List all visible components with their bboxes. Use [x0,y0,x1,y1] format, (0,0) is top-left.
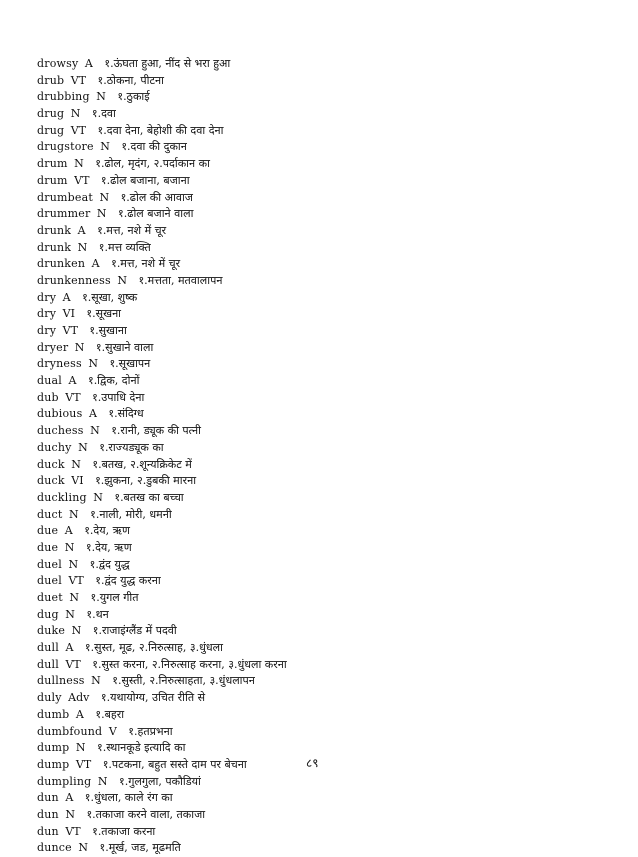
entry-headword: duck [37,474,65,488]
entry-part-of-speech: N [75,741,86,755]
entry-headword: due [37,524,59,538]
entry-meaning: १.तकाजा करने वाला, तकाजा [86,807,206,821]
entry-part-of-speech: V [108,724,117,738]
entry-meaning: १.दवा [91,107,116,121]
entry-meaning: १.स्थानकूडे इत्यादि का [97,741,186,755]
entry-meaning: १.युगल गीत [90,591,139,604]
entry-part-of-speech: N [88,357,98,371]
entry-headword: dumb [37,707,70,721]
entry-part-of-speech: A [77,223,86,237]
entry-headword: dump [37,741,70,755]
dictionary-entry [37,73,597,90]
entry-headword: dun [37,791,59,805]
dictionary-entry [37,139,597,156]
entry-meaning: १.यथायोग्य, उचित रीति से [100,691,206,705]
dictionary-entry [37,273,597,290]
dictionary-entry [37,340,597,357]
entry-part-of-speech: N [117,273,127,287]
entry-meaning: १.द्विक, दोनों [87,374,140,388]
entry-meaning: १.रानी, ड्यूक की पत्नी [111,424,201,438]
entry-headword: duel [37,557,62,571]
dictionary-entry [37,707,597,724]
entry-headword: dug [37,607,59,621]
dictionary-entry [37,223,597,240]
entry-headword: duke [37,624,66,638]
dictionary-entry [37,156,597,173]
dictionary-entry [37,190,597,207]
entry-headword: drug [37,123,65,137]
entry-meaning: १.थन [86,607,109,621]
dictionary-entry [37,123,597,140]
entry-part-of-speech: VT [70,73,87,87]
entry-list [37,56,597,857]
dictionary-entry [37,673,597,690]
entry-part-of-speech: N [74,340,85,354]
entry-part-of-speech: VI [62,307,75,321]
dictionary-entry [37,423,597,440]
entry-part-of-speech: N [65,607,75,621]
entry-headword: drowsy [37,57,79,70]
entry-headword: duck [37,457,65,471]
entry-meaning: १.मत्त व्यक्ति [98,240,151,254]
entry-headword: duel [37,574,62,588]
entry-meaning: १.देय, ऋण [85,540,132,554]
entry-part-of-speech: N [68,557,79,571]
entry-headword: drumbeat [37,190,93,204]
entry-headword: dryer [37,340,69,354]
entry-part-of-speech: N [90,424,100,438]
entry-headword: duct [37,507,63,521]
dictionary-entry [37,573,597,590]
entry-meaning: १.दवा देना, बेहोशी की दवा देना [97,123,224,137]
dictionary-entry [37,106,597,123]
entry-meaning: १.ठोकना, पीटना [97,73,164,87]
entry-meaning: १.द्वंद युद्ध करना [95,574,161,588]
entry-headword: drummer [37,207,91,221]
dictionary-entry [37,657,597,674]
entry-headword: dry [37,307,57,321]
dictionary-entry [37,206,597,223]
dictionary-entry [37,356,597,373]
entry-part-of-speech: N [77,240,88,254]
entry-meaning: १.सूखना [86,307,122,321]
entry-headword: dryness [37,357,82,371]
entry-meaning: १.ढोल बजाने वाला [118,207,194,221]
entry-headword: dumbfound [37,724,103,738]
entry-headword: duly [37,691,62,705]
dictionary-entry [37,807,597,824]
entry-meaning: १.मत्त, नशे में चूर [97,223,167,237]
entry-part-of-speech: A [88,407,97,421]
dictionary-entry [37,557,597,574]
entry-meaning: १.हतप्रभना [128,724,173,738]
dictionary-entry [37,240,597,257]
entry-part-of-speech: A [68,374,77,388]
dictionary-entry [37,473,597,490]
dictionary-entry [37,790,597,807]
entry-meaning: १.ऊंघता हुआ, नींद से भरा हुआ [104,57,231,70]
entry-meaning: १.नाली, मोरी, धमनी [90,507,172,521]
entry-meaning: १.द्वंद युद्ध [89,557,130,571]
entry-meaning: १.धुंधला, काले रंग का [84,791,173,805]
entry-part-of-speech: VT [62,324,78,337]
entry-part-of-speech: A [84,57,93,70]
entry-meaning: १.ढोल, मृदंग, २.पर्दाकान का [95,157,210,171]
entry-meaning: १.गुलगुला, पकौडियां [119,774,201,788]
dictionary-entry [37,540,597,557]
entry-part-of-speech: A [64,524,73,538]
dictionary-entry [37,323,597,340]
entry-headword: drug [37,107,65,121]
entry-part-of-speech: N [97,774,108,788]
entry-meaning: १.मत्तता, मतवालापन [138,273,223,287]
entry-meaning: १.मत्त, नशे में चूर [111,257,181,271]
entry-headword: dull [37,641,59,655]
entry-part-of-speech: VI [71,474,84,488]
entry-meaning: १.देय, ऋण [84,524,130,538]
dictionary-entry [37,590,597,607]
entry-part-of-speech: A [65,791,74,805]
entry-meaning: १.बतख, २.शून्यक्रिकेट में [92,457,192,471]
entry-meaning: १.पटकना, बहुत सस्ते दाम पर बेचना [102,757,247,771]
entry-meaning: १.ठुकाई [117,90,150,104]
entry-meaning: १.मूर्ख, जड, मूढमति [99,841,181,855]
dictionary-entry [37,89,597,106]
entry-headword: dub [37,390,59,404]
dictionary-entry [37,507,597,524]
entry-part-of-speech: A [91,257,100,271]
entry-part-of-speech: N [69,507,79,521]
entry-headword: drub [37,73,65,87]
entry-headword: dun [37,807,59,821]
dictionary-entry [37,457,597,474]
entry-meaning: १.बतख का बच्चा [114,490,184,504]
entry-headword: dull [37,657,59,671]
entry-part-of-speech: N [71,457,81,471]
entry-headword: drunken [37,257,86,271]
entry-meaning: १.झुकना, २.डुबकी मारना [95,474,197,488]
entry-headword: drunkenness [37,273,111,287]
entry-part-of-speech: VT [65,824,81,838]
entry-part-of-speech: VT [70,123,87,137]
dictionary-entry [37,490,597,507]
entry-part-of-speech: VT [68,574,84,588]
dictionary-entry [37,523,597,540]
entry-headword: dry [37,324,57,337]
dictionary-entry [37,390,597,407]
entry-part-of-speech: N [74,157,84,171]
entry-part-of-speech: VT [65,657,81,671]
entry-meaning: १.सुस्त, मूढ, २.निरुत्साह, ३.धुंधला [84,641,223,655]
entry-part-of-speech: Adv [68,691,90,705]
entry-part-of-speech: A [65,641,74,655]
entry-meaning: १.सूखापन [109,357,151,371]
entry-part-of-speech: N [78,440,88,454]
entry-headword: dunce [37,841,72,855]
entry-part-of-speech: VT [74,173,90,187]
dictionary-entry [37,840,597,857]
entry-headword: drubbing [37,90,90,104]
entry-meaning: १.सुस्ती, २.निरुत्साहता, ३.धुंधलापन [112,674,255,688]
dictionary-entry [37,373,597,390]
entry-part-of-speech: A [75,707,84,721]
page-number: ८९ [306,756,319,770]
dictionary-entry [37,607,597,624]
entry-headword: dump [37,757,70,771]
entry-headword: due [37,540,59,554]
entry-meaning: १.सुखाना [89,324,127,337]
entry-headword: dun [37,824,59,838]
entry-part-of-speech: N [78,841,89,855]
entry-headword: dubious [37,407,83,421]
entry-part-of-speech: N [99,190,110,204]
entry-part-of-speech: VT [75,757,92,771]
entry-meaning: १.सुस्त करना, २.निरुत्साह करना, ३.धुंधला करना [92,657,287,671]
entry-part-of-speech: VT [65,390,81,404]
entry-meaning: १.राज्यड्यूक का [99,440,164,454]
entry-headword: duet [37,591,63,604]
entry-meaning: १.राजाइंग्लैंड में पदवी [92,624,177,638]
entry-headword: dumpling [37,774,92,788]
entry-headword: dullness [37,674,85,688]
entry-part-of-speech: N [100,140,110,154]
dictionary-entry [37,724,597,741]
dictionary-entry [37,290,597,307]
dictionary-entry [37,640,597,657]
dictionary-entry [37,256,597,273]
entry-headword: drugstore [37,140,94,154]
entry-part-of-speech: N [96,207,107,221]
entry-headword: duchess [37,424,84,438]
entry-headword: drunk [37,223,72,237]
entry-meaning: १.तकाजा करना [92,824,156,838]
dictionary-entry [37,774,597,791]
entry-headword: drum [37,173,68,187]
dictionary-entry [37,824,597,841]
dictionary-entry [37,440,597,457]
entry-headword: dual [37,374,63,388]
entry-headword: dry [37,290,57,304]
entry-headword: drum [37,157,68,171]
entry-meaning: १.सूखा, शुष्क [82,290,138,304]
entry-headword: duckling [37,490,87,504]
entry-part-of-speech: N [93,490,103,504]
entry-meaning: १.ढोल की आवाज [120,190,193,204]
entry-headword: duchy [37,440,72,454]
entry-part-of-speech: N [70,107,81,121]
entry-meaning: १.ढोल बजाना, बजाना [100,173,190,187]
entry-meaning: १.सुखाने वाला [95,340,154,354]
entry-meaning: १.बहरा [95,707,125,721]
dictionary-entry [37,406,597,423]
entry-part-of-speech: N [96,90,106,104]
entry-meaning: १.उपाधि देना [92,390,145,404]
entry-meaning: १.दवा की दुकान [121,140,187,154]
entry-part-of-speech: A [62,290,71,304]
entry-part-of-speech: N [65,807,75,821]
dictionary-entry [37,623,597,640]
dictionary-entry [37,56,597,73]
entry-headword: drunk [37,240,72,254]
entry-part-of-speech: N [71,624,82,638]
entry-meaning: १.संदिग्ध [108,407,144,421]
entry-part-of-speech: N [69,591,79,604]
dictionary-entry [37,306,597,323]
dictionary-entry [37,173,597,190]
entry-part-of-speech: N [91,674,101,688]
entry-part-of-speech: N [64,540,75,554]
dictionary-entry [37,690,597,707]
